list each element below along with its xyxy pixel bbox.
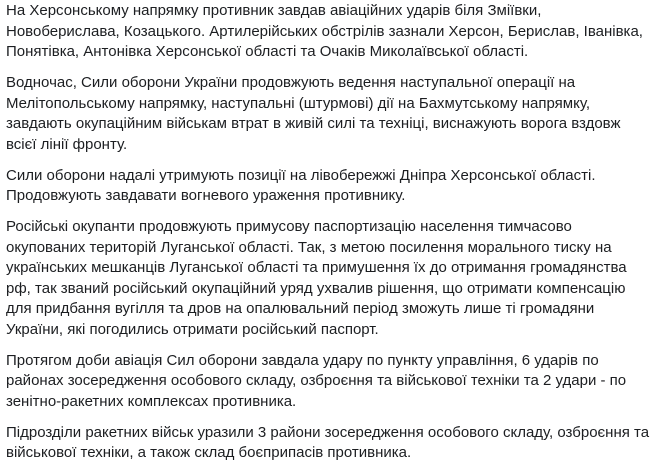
post-paragraph-missile-troops: Підрозділи ракетних військ уразили 3 райони зосередження особового складу, озброєння та військової техніки, а також склад боєприпасів противника.	[6, 423, 650, 461]
post-paragraph-passportization: Російські окупанти продовжують примусову паспортизацію населення тимчасово окупованих територій Луганської області. Так, з метою посилення морального тиску на українських мешканців Луганської області та примушення їх до отримання громадянства рф, так званий російський окупаційний уряд ухвалив рішення, що отримати компенсацію для придбання вугілля та дров на опалювальний період зможуть лише ті громадяни України, які погодились отримати російський паспорт.	[6, 218, 627, 338]
post-paragraph-left-bank: Сили оборони надалі утримують позиції на лівобережжі Дніпра Херсонської області. Продовжують завдавати вогневого ураження противнику.	[6, 166, 596, 204]
post-paragraph-offensive: Водночас, Сили оборони України продовжують ведення наступальної операції на Мелітопольському напрямку, наступальні (штурмові) дії на Бахмутському напрямку, завдають окупаційним військам втрат в живій силі та техніці, виснажують ворога вздовж всієї лінії фронту.	[6, 74, 621, 153]
post-paragraph-aviation: Протягом доби авіація Сил оборони завдала удару по пункту управління, 6 ударів по районах зосередження особового складу, озброєння та військової техніки та 2 удари - по зенітно-ракетних комплексах противника.	[6, 351, 627, 410]
post-paragraph-kherson: На Херсонському напрямку противник завдав авіаційних ударів біля Зміївки, Новоберислава, Козацького. Артилерійських обстрілів зазнали Херсон, Берислав, Іванівка, Понятівка, Антонівка Херсонської області та Очаків Миколаївської області.	[6, 2, 643, 60]
post-body-text	[6, 1, 652, 464]
